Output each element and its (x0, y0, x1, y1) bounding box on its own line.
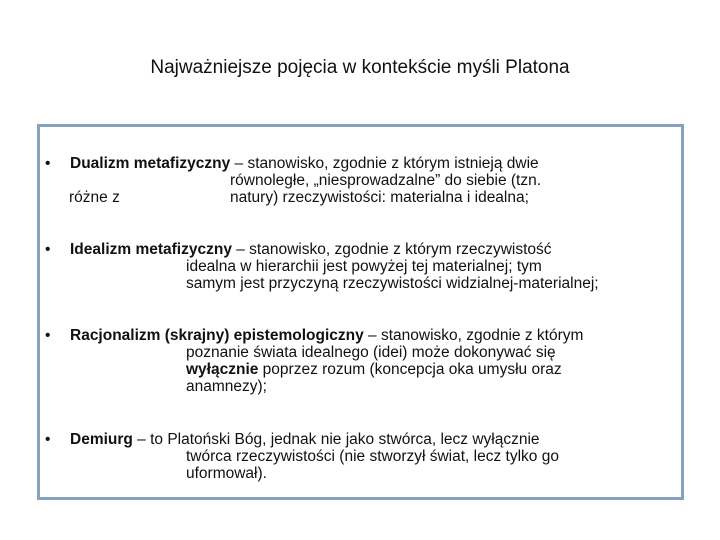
bullet-icon: • (45, 241, 51, 258)
term-demiurg: Demiurg (70, 431, 133, 448)
line-1 (70, 327, 583, 344)
definition-text: – to Platoński Bóg, jednak nie jako stwórca, lecz wyłącznie (132, 431, 540, 448)
line-2: poznanie świata idealnego (idei) może dokonywać się (186, 344, 556, 361)
line-2: równoległe, „niesprowadzalne” do siebie (tzn. (230, 172, 542, 189)
term-idealizm: Idealizm metafizyczny (70, 241, 232, 258)
emphasis-wylacznie: wyłącznie (186, 361, 259, 378)
line-3 (186, 361, 562, 378)
term-racjonalizm: Racjonalizm (skrajny) epistemologiczny (70, 327, 364, 344)
definition-text: – stanowisko, zgodnie z którym rzeczywistość (231, 241, 552, 258)
term-dualizm: Dualizm metafizyczny (70, 155, 231, 172)
line-2: idealna w hierarchii jest powyżej tej materialnej; tym (186, 258, 542, 275)
line-3b: natury) rzeczywistości: materialna i idealna; (230, 189, 529, 206)
slide-title: Najważniejsze pojęcia w kontekście myśli Platona (150, 57, 570, 78)
content-box (37, 124, 684, 500)
line-3: uformował). (186, 465, 267, 482)
line-1 (70, 431, 540, 448)
line-2: twórca rzeczywistości (nie stworzył świat, lecz tylko go (186, 448, 559, 465)
bullet-icon: • (45, 431, 51, 448)
definition-text: poprzez rozum (koncepcja oka umysłu oraz (258, 361, 562, 378)
bullet-icon: • (45, 327, 51, 344)
line-1 (70, 241, 552, 258)
definition-text: – stanowisko, zgodnie z którym istnieją dwie (230, 155, 539, 172)
bullet-icon: • (45, 155, 51, 172)
line-3: samym jest przyczyną rzeczywistości widzialnej-materialnej; (186, 275, 599, 292)
definition-text: – stanowisko, zgodnie z którym (363, 327, 584, 344)
line-3a: różne z (69, 189, 120, 206)
line-1 (70, 155, 539, 172)
line-4: anamnezy); (186, 378, 267, 395)
